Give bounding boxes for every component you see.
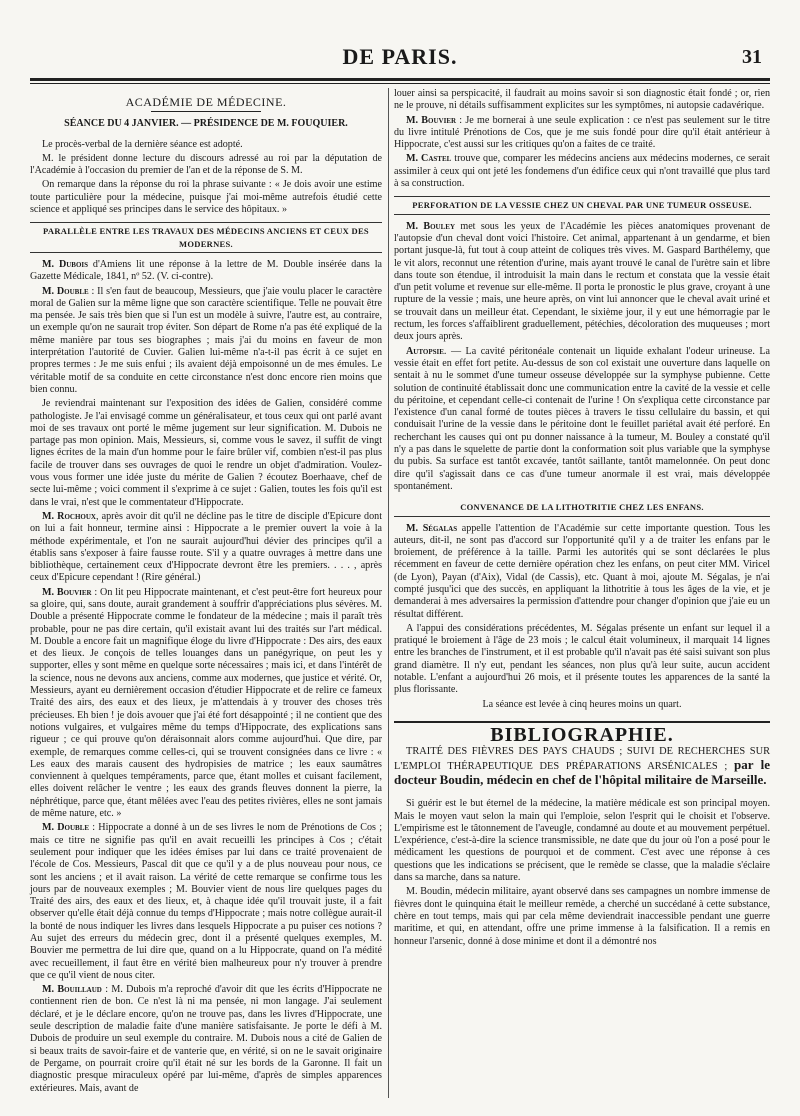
book-title: [394, 745, 770, 788]
paragraph: louer ainsi sa perspicacité, il faudrait au moins savoir si son diagnostic était fondé ; or, rien ne le prouve, ni détails suffisamment explicites sur les symptômes, ni autopsie cadavérique.: [394, 88, 770, 112]
header-rule-thin: [30, 83, 770, 84]
section-heading-lithotritie: CONVENANCE DE LA LITHOTRITIE CHEZ LES ENFANS.: [394, 499, 770, 516]
paragraph-text: : Il s'en faut de beaucoup, Messieurs, que j'aie voulu placer le caractère moral de Galien sur la même ligne que son caractère scientifique. Telle ne pouvait être ma pensée. Je sais très bien que si l'un est un modèle à suivre, l'autre est, au contraire, un exemple qu'on ne saurait trop éviter. Son départ de Rome n'a pas été expliqué de la même manière par tous ses biographes ; mais j'ai du moins en faveur de mon interprétation l'autorité de Cuvier. Galien lui-même n'a-t-il pas écrit à ce sujet en propres termes : Je me suis enfui ; ils avaient déjà empoisonné un de mes émules. Le véritable motif de sa conduite en cette circonstance n'est donc encore rien moins que bien connu.: [30, 285, 382, 395]
paragraph: Le procès-verbal de la dernière séance est adopté.: [42, 138, 243, 150]
header-rule: [30, 78, 770, 81]
speaker-name: M. Bouvier: [42, 586, 92, 598]
speaker-name: M. Ségalas: [406, 522, 458, 534]
seance-heading: SÉANCE DU 4 JANVIER. — PRÉSIDENCE DE M. FOUQUIER.: [64, 118, 348, 130]
speaker-name: M. Castel: [406, 153, 452, 165]
paragraph: [30, 259, 382, 284]
paragraph: M. le président donne lecture du discours adressé au roi par la députation de l'Académie à l'occasion du premier de l'an et de la réponse de S. M.: [30, 152, 382, 177]
paragraph: [30, 822, 382, 982]
paragraph: [30, 984, 382, 1095]
speaker-name: M. Double: [42, 822, 90, 834]
paragraph-text: : Je me bornerai à une seule explication : ce n'est pas seulement sur le titre du livre intitulé Prénotions de Cos, que je me suis fondé pour dire qu'il était antérieur à Hippocrate, c'est aussi sur les critiques qu'on a faites de ce traité.: [394, 114, 771, 151]
speaker-name: M. Dubois: [42, 258, 89, 270]
masthead: [30, 44, 770, 74]
paragraph-text: : On lit peu Hippocrate maintenant, et c'est peut-être fort heureux pour sa gloire, qui, sans doute, aurait grandement à souffrir d'appréciations plus sévères. M. Double a présenté Hippocrate comme le fondateur de la médecine ; mais il paraît très probable, pour ne pas dire certain, qu'il existait avant lui des traités sur l'art médical. M. Double a encore fait un magnifique éloge du livre d'Hippocrate : Des airs, des eaux et des lieux. Je conçois de telles louanges dans un panégyrique, on peut les y supporter, elles y sont même en quelque sorte nécessaires ; mais ici, et dans l'intérêt de la science, nous ne devons aux anciens, comme aux modernes, que justice et vérité. Or, Messieurs, ayant eu dernièrement occasion d'étudier Hippocrate et de relire ce fameux Traité des airs, des eaux et des lieux, je m'attendais à y trouver des choses très précieuses. Eh bien ! je dois avouer que j'ai été fort désappointé ; il ne contient que des notions vulgaires, et vulgaires même du temps d'Hippocrate, des explications sans rigueur ; ce qui prouve qu'on déraisonnait alors comme aujourd'hui. Que dire, par exemple, de remarques comme celles-ci, qui se trouvent consignées dans ce livre : « Les eaux des marais causent des hydropisies de matrice ; les eaux saumâtres conviennent à quelques tempéraments, parce que, étant molles et cuisant facilement, elles doivent relâcher le ventre ; les eaux des grands fleuves donnent la pierre, la néphrétique, parce que, étant mêlées avec l'eau des petites rivières, elles ne sont jamais de même nature, etc. »: [30, 586, 382, 820]
paragraph: On remarque dans la réponse du roi la phrase suivante : « Je dois avoir une estime toute particulière pour la médecine, puisque j'ai moi-même autrefois étudié cette science et appliqué ses principes dans le service des hôpitaux. »: [30, 179, 382, 216]
page-number: 31: [742, 46, 762, 68]
paragraph-text: : Hippocrate a donné à un de ses livres le nom de Prénotions de Cos ; mais ce titre ne signifie pas qu'il en avait recueilli les principes à Cos ; c'était seulement pour indiquer que les idées émises par lui dans ce traité provenaient de l'école de Cos. Messieurs, Pascal dit que ce qu'il y a de plus nouveau pour nous, ce sont les anciens ; et il avait raison. La vérité de cette remarque se confirme tous les jours par de nouveaux exemples ; M. Bouvier vient de nous lire quelques pages du Traité des airs, des eaux et des lieux, et, à chaque idée qu'il trouvait juste, il a fait observer qu'elle était déjà connue du temps d'Hippocrate ; mais notre collègue aurait-il la bonté de nous indiquer les livres dans lesquels Hippocrate a pu puiser ces notions ? Au sujet des erreurs du médecin grec, dont il a présenté quelques exemples, M. Bouvier me permettra de lui dire que, quand on a lu Hippocrate, quand on l'a médité avec recueillement, il faut être en vérité bien malheureux pour n'y trouver à prendre que ce qu'il vient de nous citer.: [30, 822, 382, 981]
closing-line: La séance est levée à cinq heures moins un quart.: [482, 698, 682, 710]
section-heading-academy: ACADÉMIE DE MÉDECINE.: [125, 95, 287, 109]
paragraph: M. Boudin, médecin militaire, ayant observé dans ses campagnes un nombre immense de fièvres dont le quinquina était le meilleur remède, a cherché un succédané à cette substance, chère en tout temps, mais qui par cela même deviendrait inaccessible pendant une guerre maritime, et qui, en attendant, offre une prime immense à la falsification. Il a remis en honneur l'arsenic, donné à dose minime et dont il a démontré nos: [394, 886, 770, 947]
section-heading-parallele: PARALLÈLE ENTRE LES TRAVAUX DES MÉDECINS ANCIENS ET CEUX DES MODERNES.: [30, 222, 382, 253]
section-heading-bibliographie: BIBLIOGRAPHIE.: [394, 721, 770, 741]
speaker-name: M. Rochoux: [42, 510, 96, 522]
paragraph-text: appelle l'attention de l'Académie sur cette importante question. Tous les auteurs, dit-il, ne sont pas d'accord sur l'opportunité qu'il y a de traiter les enfans par le broiement, de préférence à la taille. Parmi les autorités qui se sont déclarées le plus récemment en faveur de cette dernière opération chez les enfans, on peut citer MM. Viricel (de Lyon), Payan (d'Aix), Vidal (de Cassis), etc. Quant à moi, ajoute M. Ségalas, je n'ai compté jusqu'ici que des succès, en appliquant la lithotritie à tous les âges de la vie, et je demanderai à mes adversaires la permission d'attendre pour changer d'opinion que j'aie eu un résultat différent.: [394, 522, 770, 620]
paragraph-text: , après avoir dit qu'il ne décline pas le titre de disciple d'Epicure dont on lui a fait honneur, termine ainsi : Hippocrate a le premier ouvert la voie à la méthode expérimentale, et l'on ne saurait aujourd'hui dévier des principes qu'il a établis sans s'exposer à faire fausse route. S'il y a quatre ouvrages à mettre dans une bibliothèque, certainement ceux d'Hippocrate devront être les premiers. . . . , après ceux d'Epicure cependant ! (Rire général.): [30, 510, 382, 584]
paragraph: Je reviendrai maintenant sur l'exposition des idées de Galien, considéré comme pathologiste. Je l'ai envisagé comme un généralisateur, et tous ceux qui ont parlé avant moi de ses travaux ont porté le même jugement sur leur signification. M. Dubois ne partage pas mon opinion. Mais, Messieurs, si, comme vous le savez, il suffit de vingt lignes écrites de la main d'un homme pour le faire brûler vif, combien n'est-il pas plus facile de trouver dans ses ouvrages de quoi le rendre un objet d'admiration. Voulez-vous vous former une idée juste du mérite de Galien ? écoutez Boerhaave, chef de secte lui-même ; voici comment il s'exprime à ce sujet : Galien, toutes les fois qu'il est dans le vrai, n'est que le commentateur d'Hippocrate.: [30, 398, 382, 508]
speaker-name: M. Bouley: [406, 220, 456, 232]
page-title: DE PARIS.: [342, 44, 458, 69]
paragraph-text: met sous les yeux de l'Académie les pièces anatomiques provenant de l'autopsie d'un cheval dont voici l'histoire. Cet animal, appartenant à un gendarme, et bien portant jusque-là, fut tout à coup atteint de coliques très vives. M. Gaspard Barthélemy, que le vit alors, reconnut une rétention d'urine, mais ayant trouvé le canal de l'urètre sain et libre dans toute son étendue, il introduisit la main dans le rectum et constata que la vessie était d'un petit volume et revenue sur elle-même. Il porta le pronostic le plus grave, croyant à une rupture de la vessie ; mais, une heure après, on vint lui annoncer que le cheval avait uriné et se trouvait dans un meilleur état. Cependant, le sixième jour, il y eut une hémorragie par le rectum, les forces s'affaiblirent graduellement, pétéchies, décoloration des muqueuses ; mort deux jours après.: [394, 220, 770, 343]
left-column: [30, 88, 382, 1097]
book-title-main: TRAITÉ DES FIÈVRES DES PAYS CHAUDS ; SUIVI DE RECHERCHES SUR L'EMPLOI THÉRAPEUTIQUE DES PRÉPARATIONS ARSÉNICALES ;: [394, 746, 770, 773]
paragraph: A l'appui des considérations précédentes, M. Ségalas présente un enfant sur lequel il a pratiqué le broiement à l'âge de 23 mois ; le calcul était volumineux, il marquait 14 lignes entre les branches de l'instrument, et il est probable qu'il n'avait pas été saisi suivant son plus grand diamètre. Il n'y eut, pendant les séances, non plus qu'à leur suite, aucun accident notable. L'enfant a aujourd'hui 26 mois, et il présente toutes les apparences de la santé la plus florissante.: [394, 622, 770, 696]
paragraph: [394, 346, 770, 494]
section-heading-perforation: PERFORATION DE LA VESSIE CHEZ UN CHEVAL PAR UNE TUMEUR OSSEUSE.: [394, 196, 770, 214]
paragraph-text: : M. Dubois m'a reproché d'avoir dit que les écrits d'Hippocrate ne contiennent rien de bon. Ce n'est là ni ma pensée, ni mon langage. J'ai seulement déclaré, et je le déclare encore, qu'on ne trouve pas, dans les livres d'Hippocrate, une seule description de maladie faite d'une manière satisfaisante. Je porte le défi à M. Dubois de produire un seul exemple du contraire. M. Dubois nous a cité de Galien de si beaux traits de savoir-faire et de vanterie que, en vérité, si on ne le savait originaire de Pergame, on pourrait croire qu'il était né sur les bords de la Garonne. Il fait un diagnostic presque miraculeux opéré par lui-même, d'après de simples apparences extérieures. Mais, avant de: [30, 984, 382, 1094]
speaker-name: M. Bouillaud: [42, 984, 102, 996]
paragraph-text: d'Amiens lit une réponse à la lettre de M. Double insérée dans la Gazette Médicale, 1841, nº 52. (V. ci-contre).: [30, 258, 382, 283]
paragraph: [394, 523, 770, 621]
right-column: [394, 88, 770, 950]
paragraph: [30, 511, 382, 585]
paragraph-text: trouve que, comparer les médecins anciens aux médecins modernes, ce serait assimiler à ceux qui ont jeté les fondemens d'un édifice ceux qui n'ont travaillé que plus tard à sa construction.: [394, 153, 770, 190]
speaker-name: M. Bouvier: [406, 114, 457, 126]
paragraph: [30, 286, 382, 397]
paragraph: [394, 221, 770, 344]
speaker-name: M. Double: [42, 285, 89, 297]
column-divider: [388, 88, 389, 1098]
paragraph: [394, 153, 770, 190]
paragraph: Si guérir est le but éternel de la médecine, la matière médicale est son principal moyen. Mais le moyen vaut selon la main qui l'emploie, selon l'esprit qui le choisit et l'observe. L'empirisme est le tâtonnement de l'aveugle, condamné au doute et au mouvement perpétuel. L'expérience, c'est-à-dire la science transmissible, ne date que du jour où l'on a posé pour le médicament les questions de pourquoi et de comment. C'est avec une réponse à ces questions que les indications se précisent, que le remède se classe, que la maladie s'éclaire dans sa marche, dans sa nature.: [394, 798, 770, 884]
book-author: par le docteur Boudin, médecin en chef de l'hôpital militaire de Marseille.: [394, 757, 770, 788]
paragraph: [30, 587, 382, 821]
paragraph: [394, 115, 770, 152]
divider: [151, 111, 261, 112]
paragraph-text: . — La cavité péritonéale contenait un liquide exhalant l'odeur urineuse. La vessie était en effet fort petite. Au-dessus de son col existait une ouverture dans laquelle on sentait à nu le sommet d'une tumeur osseuse développée sur la symphyse pubienne. Cette solution de continuité établissait donc une communication entre la cavité de la vessie et celle du péritoine, et cependant celle-ci contenait de l'urine ! On s'expliqua cette circonstance par l'existence d'un canal formé de toutes pièces à travers le tissu cellulaire du bassin, et qui conduisait l'urine de la vessie dans le péritoine dont le feuillet pariétal avait été perforé. En recherchant les causes qui ont pu donner naissance à la tumeur, M. Bouley a constaté qu'il n'y a pas dans le squelette de partie dont la conformation soit plus variable que la symphyse du pubis. Sa surface est tantôt excavée, tantôt saillante, tantôt mamelonnée. On peut donc dire qu'il s'agissait dans ce cas d'une tumeur anormale il est vrai, mais développée spontanément.: [394, 345, 770, 492]
speaker-name: Autopsie: [406, 345, 444, 357]
